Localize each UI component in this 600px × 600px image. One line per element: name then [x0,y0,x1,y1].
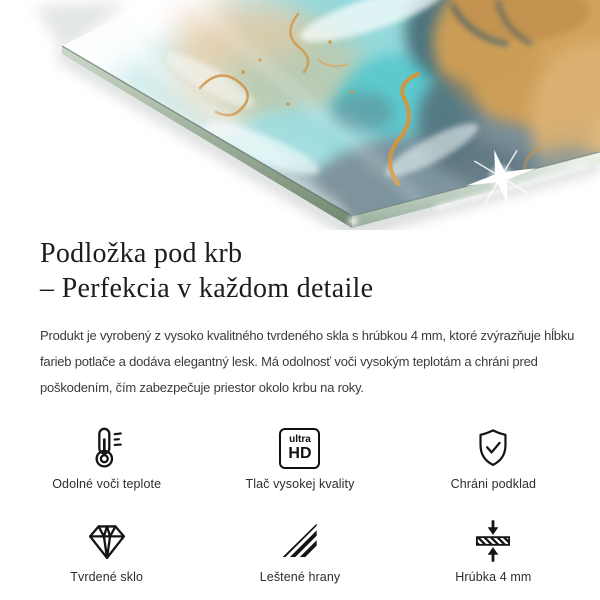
thickness-icon [470,517,516,565]
ultra-hd-icon-text-bottom: HD [288,444,312,462]
diamond-icon [84,517,130,565]
feature-label: Hrúbka 4 mm [455,570,532,584]
feature-thickness [455,517,531,584]
glass-panel-photo [0,0,600,230]
product-description [40,323,575,401]
ultra-hd-icon-text-top: ultra [289,433,311,445]
thermometer-icon [84,424,130,472]
description-line: Produkt je vyrobený z vysoko kvalitného tvrdeného skla s hrúbkou 4 mm, ktoré zvýrazňuje hĺbku [40,328,575,343]
feature-protects-surface [451,424,536,491]
feature-print-quality [246,424,355,491]
feature-polished-edges [260,517,341,584]
shield-check-icon [471,424,515,472]
feature-label: Leštené hrany [259,570,341,584]
feature-heat-resistant [52,424,161,491]
ultra-hd-icon [279,424,320,472]
page-title-line2: – Perfekcia v každom detaile [40,273,374,304]
description-line: poškodením, čím zabezpečuje priestor okolo krbu na roky. [40,380,364,395]
description-line: farieb potlače a dodáva elegantný lesk. Má odolnosť voči vysokým teplotám a chráni pred [40,354,538,369]
polished-edges-icon [279,517,321,565]
feature-label: Odolné voči teplote [52,477,162,491]
feature-label: Chráni podklad [450,477,537,491]
page-title-line1: Podložka pod krb [40,238,243,269]
product-photo [0,0,600,230]
page-title [40,236,560,306]
feature-label: Tvrdené sklo [70,570,144,584]
feature-tempered-glass [70,517,143,584]
feature-label: Tlač vysokej kvality [245,477,355,491]
features-grid [0,424,600,584]
